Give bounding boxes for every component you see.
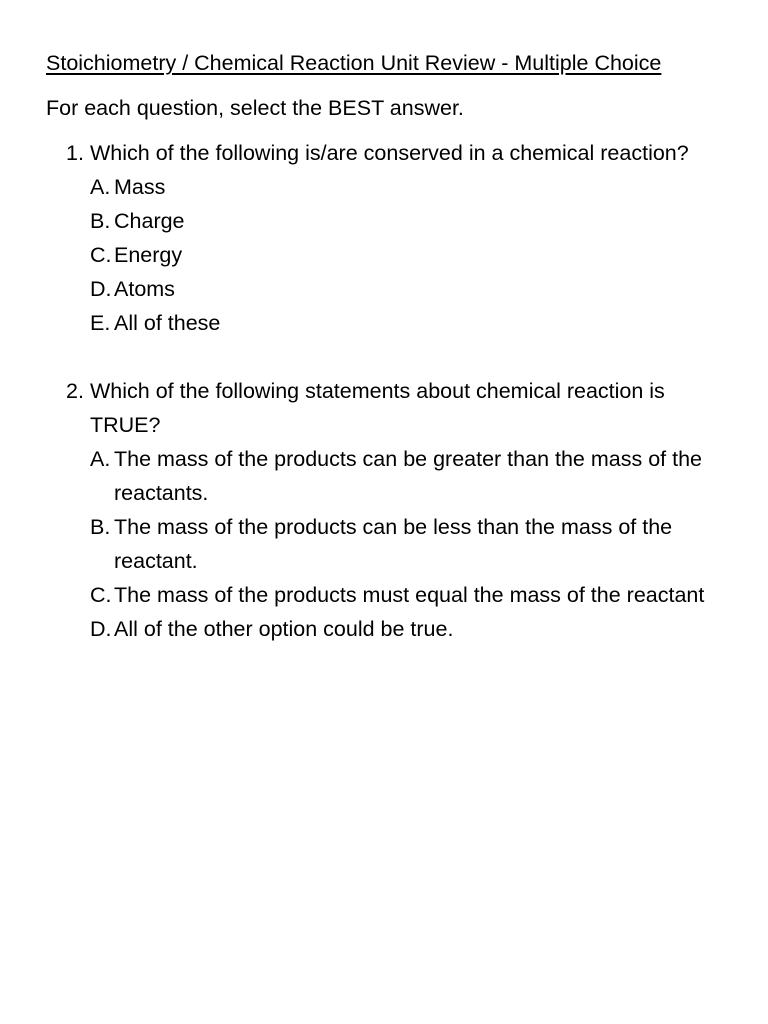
question-item	[0, 374, 768, 646]
option-letter: A.	[90, 175, 111, 199]
answer-option	[0, 306, 768, 340]
answer-option	[0, 238, 768, 272]
question-item	[0, 136, 768, 340]
option-text: The mass of the products must equal the mass of the reactant	[114, 583, 705, 607]
option-text: Atoms	[114, 277, 175, 301]
instructions-text: For each question, select the BEST answer.	[46, 96, 464, 120]
option-letter: C.	[90, 583, 112, 607]
question-list	[0, 136, 768, 646]
option-text: The mass of the products can be less than the mass of the reactant.	[114, 515, 673, 573]
option-text: All of these	[114, 311, 221, 335]
option-text: Charge	[114, 209, 185, 233]
question-number: 2.	[66, 379, 84, 403]
page-title: Stoichiometry / Chemical Reaction Unit Review - Multiple Choice	[46, 51, 662, 75]
answer-option	[0, 272, 768, 306]
answer-option	[0, 204, 768, 238]
option-text: Mass	[114, 175, 166, 199]
option-letter: D.	[90, 277, 112, 301]
option-letter: B.	[90, 515, 111, 539]
question-number: 1.	[66, 141, 84, 165]
option-text: Energy	[114, 243, 183, 267]
answer-option	[0, 612, 768, 646]
answer-option	[0, 510, 768, 578]
answer-options	[0, 442, 768, 646]
option-letter: A.	[90, 447, 111, 471]
option-letter: D.	[90, 617, 112, 641]
option-letter: B.	[90, 209, 111, 233]
option-text: The mass of the products can be greater than the mass of the reactants.	[114, 447, 702, 505]
answer-options	[0, 170, 768, 340]
question-text: Which of the following is/are conserved in a chemical reaction?	[90, 141, 689, 165]
answer-option	[0, 442, 768, 510]
option-letter: C.	[90, 243, 112, 267]
answer-option	[0, 578, 768, 612]
question-text: Which of the following statements about chemical reaction is TRUE?	[90, 379, 665, 437]
answer-option	[0, 170, 768, 204]
option-letter: E.	[90, 311, 111, 335]
option-text: All of the other option could be true.	[114, 617, 454, 641]
